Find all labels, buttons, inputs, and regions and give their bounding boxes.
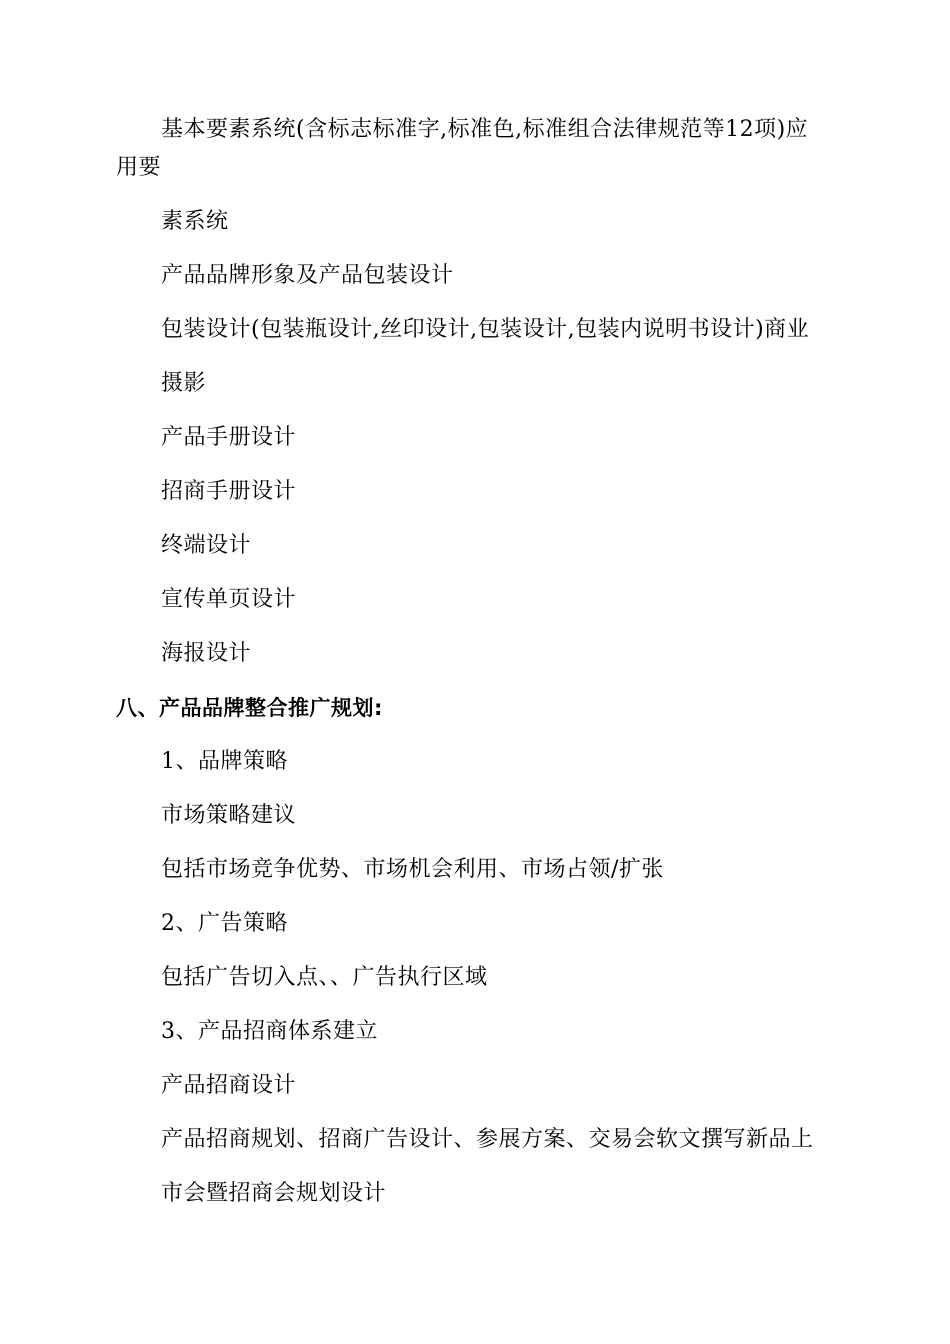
paragraph-market-details: 包括市场竞争优势、市场机会利用、市场占领/扩张: [161, 857, 664, 882]
paragraph-product-manual: 产品手册设计: [161, 425, 297, 450]
subheading-investment-system: 3、产品招商体系建立: [161, 1019, 378, 1044]
paragraph-element-system: 素系统: [161, 209, 229, 234]
paragraph-ad-details: 包括广告切入点、、广告执行区域: [161, 965, 488, 990]
section-heading-eight: 八、产品品牌整合推广规划:: [116, 696, 383, 720]
subheading-brand-strategy: 1、品牌策略: [161, 749, 288, 774]
paragraph-market-strategy: 市场策略建议: [161, 803, 297, 828]
paragraph-terminal-design: 终端设计: [161, 533, 252, 558]
paragraph-investment-planning: 产品招商规划、招商广告设计、参展方案、交易会软文撰写新品上: [161, 1127, 814, 1152]
paragraph-investment-design: 产品招商设计: [161, 1073, 297, 1098]
subheading-ad-strategy: 2、广告策略: [161, 911, 288, 936]
paragraph-continuation: 用要: [116, 155, 162, 180]
paragraph-investment-manual: 招商手册设计: [161, 479, 297, 504]
paragraph-launch-planning: 市会暨招商会规划设计: [161, 1181, 387, 1206]
paragraph-packaging-design: 包装设计(包装瓶设计,丝印设计,包装设计,包装内说明书设计)商业: [161, 317, 810, 342]
paragraph-basic-elements: 基本要素系统(含标志标准字,标准色,标准组合法律规范等12项)应: [161, 117, 809, 142]
paragraph-flyer-design: 宣传单页设计: [161, 587, 297, 612]
paragraph-photography: 摄影: [161, 371, 207, 396]
paragraph-poster-design: 海报设计: [161, 641, 252, 666]
paragraph-brand-image: 产品品牌形象及产品包装设计: [161, 263, 454, 288]
